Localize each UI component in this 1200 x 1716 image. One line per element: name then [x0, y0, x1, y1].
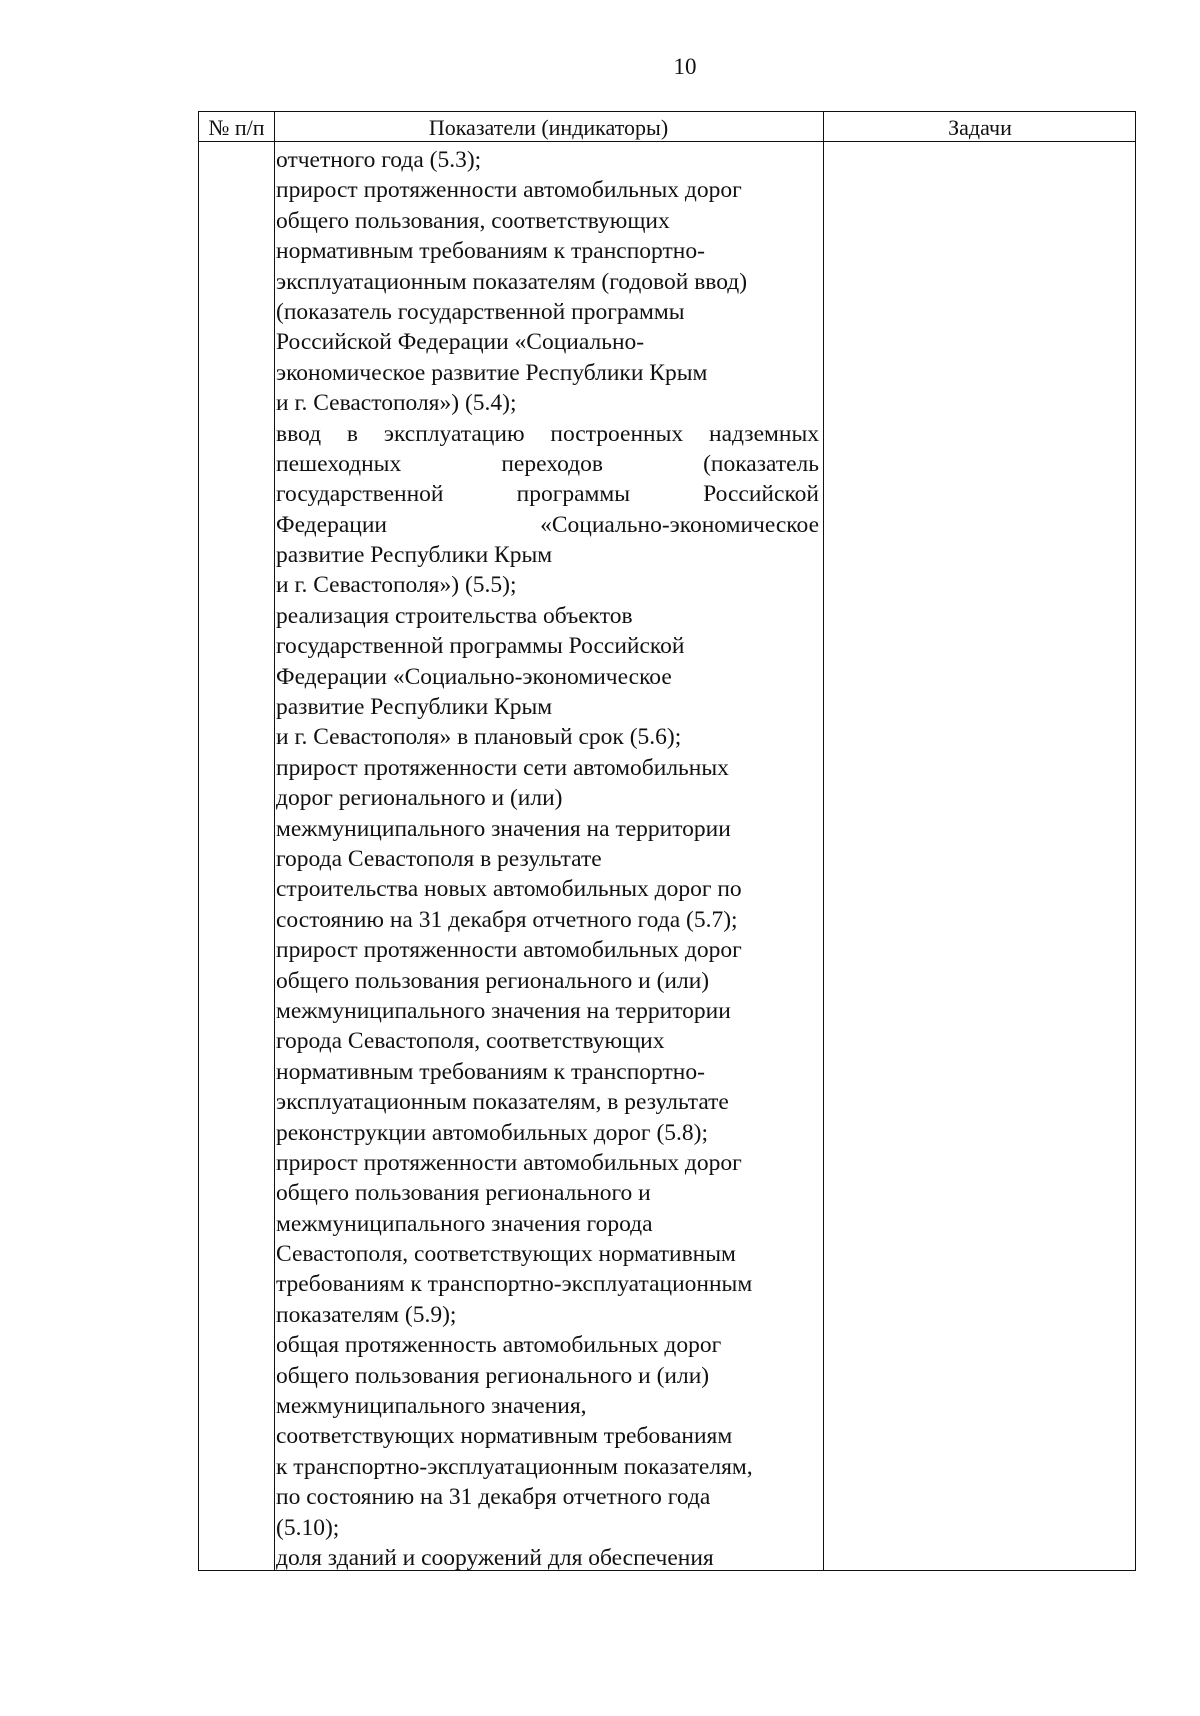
- indicator-text-line: межмуниципального значения на территории: [276, 815, 731, 842]
- indicator-text-line: эксплуатационным показателям, в результате: [276, 1089, 729, 1116]
- indicator-text-line: требованиям к транспортно-эксплуатационным: [276, 1271, 753, 1298]
- indicator-text-line: по состоянию на 31 декабря отчетного года: [276, 1484, 711, 1511]
- indicator-text-line: межмуниципального значения города: [276, 1210, 653, 1237]
- column-divider: [823, 112, 824, 1570]
- indicator-text-line: эксплуатационным показателям (годовой ввод): [276, 268, 748, 295]
- indicator-text-line: Российской Федерации «Социально-: [276, 329, 645, 356]
- indicator-text-line: общего пользования регионального и (или): [276, 967, 710, 994]
- indicator-text-line: экономическое развитие Республики Крым: [276, 359, 708, 386]
- indicator-text-line: нормативным требованиям к транспортно-: [276, 238, 705, 265]
- indicator-text-line: показателям (5.9);: [276, 1301, 457, 1328]
- indicator-text-line: (показатель государственной программы: [276, 298, 685, 325]
- indicator-text-line: дорог регионального и (или): [276, 785, 563, 812]
- indicator-text-line: прирост протяженности автомобильных дорог: [276, 937, 742, 964]
- indicator-text-line: (5.10);: [276, 1514, 340, 1541]
- indicator-text-line: и г. Севастополя») (5.4);: [276, 390, 517, 417]
- indicator-text-line: ввод в эксплуатацию построенных надземных: [276, 420, 819, 447]
- indicator-text-line: строительства новых автомобильных дорог по: [276, 876, 742, 903]
- indicator-text-line: и г. Севастополя») (5.5);: [276, 572, 517, 599]
- indicator-text-line: пешеходных переходов (показатель: [276, 450, 819, 477]
- indicator-text-line: прирост протяженности сети автомобильных: [276, 754, 729, 781]
- page-number: 10: [673, 54, 697, 79]
- indicator-text-line: нормативным требованиям к транспортно-: [276, 1058, 705, 1085]
- indicator-text-line: общего пользования, соответствующих: [276, 207, 670, 234]
- indicator-text-line: состоянию на 31 декабря отчетного года (5.7);: [276, 906, 738, 933]
- indicator-text-line: города Севастополя, соответствующих: [276, 1028, 665, 1055]
- indicator-text-line: общая протяженность автомобильных дорог: [276, 1332, 722, 1359]
- indicators-table: [198, 111, 1136, 1571]
- indicator-text-line: Севастополя, соответствующих нормативным: [276, 1241, 736, 1268]
- indicator-text-line: отчетного года (5.3);: [276, 147, 482, 173]
- indicator-text-line: прирост протяженности автомобильных дорог: [276, 177, 742, 204]
- header-indicators: Показатели (индикаторы): [428, 115, 669, 140]
- indicator-text-line: Федерации «Социально-экономическое: [276, 511, 819, 538]
- indicator-text-line: государственной программы Российской: [276, 633, 685, 660]
- indicator-text-line: межмуниципального значения,: [276, 1393, 587, 1420]
- indicator-text-line: общего пользования регионального и (или): [276, 1362, 710, 1389]
- indicator-text-line: развитие Республики Крым: [276, 694, 553, 721]
- indicator-text-line: общего пользования регионального и: [276, 1180, 651, 1207]
- indicator-text-line: соответствующих нормативным требованиям: [276, 1423, 733, 1450]
- indicator-text-line: и г. Севастополя» в плановый срок (5.6);: [276, 724, 682, 751]
- indicator-text-line: межмуниципального значения на территории: [276, 997, 731, 1024]
- indicator-text-line: развитие Республики Крым: [276, 542, 553, 569]
- indicator-text-line: доля зданий и сооружений для обеспечения: [276, 1544, 714, 1571]
- indicator-text-line: государственной программы Российской: [276, 481, 819, 508]
- indicator-text-line: города Севастополя в результате: [276, 845, 602, 872]
- header-divider: [199, 141, 1135, 142]
- indicator-text-line: реализация строительства объектов: [276, 602, 633, 629]
- header-number: № п/п: [208, 115, 265, 140]
- column-divider: [274, 112, 275, 1570]
- indicator-text-line: к транспортно-эксплуатационным показателям,: [276, 1453, 753, 1480]
- header-tasks: Задачи: [948, 115, 1012, 140]
- indicator-text-line: реконструкции автомобильных дорог (5.8);: [276, 1119, 708, 1146]
- indicator-text-line: прирост протяженности автомобильных дорог: [276, 1149, 742, 1176]
- indicator-text-line: Федерации «Социально-экономическое: [276, 663, 672, 690]
- indicators-cell: [276, 145, 819, 1573]
